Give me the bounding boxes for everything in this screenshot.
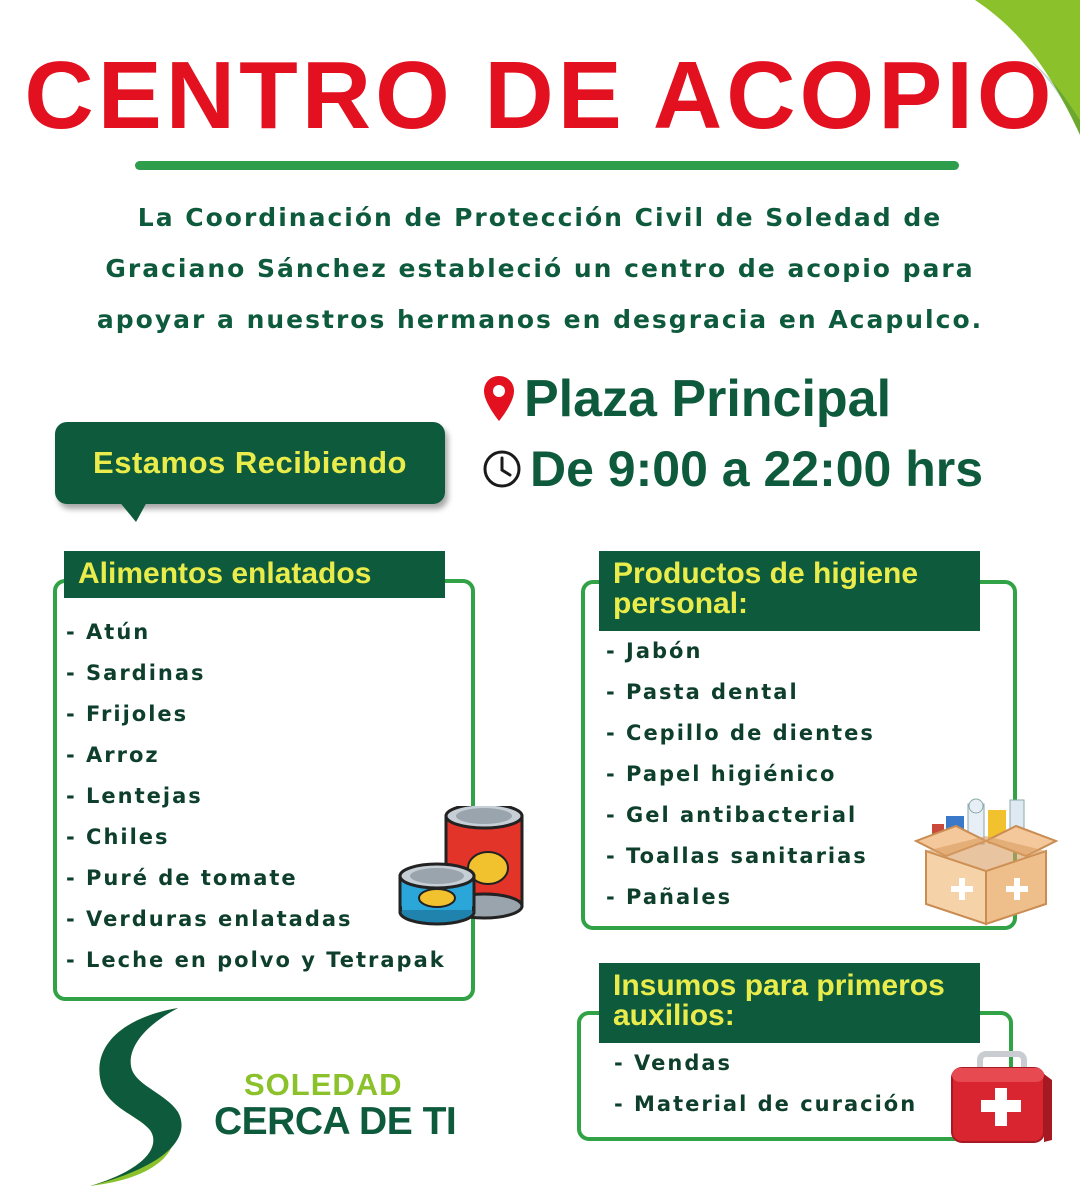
soledad-s-logo-icon [80, 1008, 190, 1188]
list-item: - Vendas [614, 1051, 733, 1075]
soledad-logo-text [214, 1068, 456, 1142]
hours-row [482, 434, 983, 504]
list-item: - Lentejas [66, 784, 203, 808]
logo-line-soledad: SOLEDAD [244, 1067, 403, 1102]
first-aid-header-line: auxilios: [613, 999, 735, 1032]
list-item: - Cepillo de dientes [606, 721, 875, 745]
donation-box-icon [906, 796, 1066, 926]
hygiene-header-line: Productos de higiene [613, 557, 919, 590]
list-item: - Atún [66, 620, 151, 644]
canned-food-icon [398, 806, 528, 926]
hygiene-list [606, 631, 875, 918]
list-item: - Puré de tomate [66, 866, 298, 890]
hygiene-header-line: personal: [613, 587, 749, 620]
list-item: - Leche en polvo y Tetrapak [66, 948, 446, 972]
first-aid-kit-icon [948, 1050, 1058, 1150]
hours-label: De 9:00 a 22:00 hrs [530, 441, 984, 497]
location-label: Plaza Principal [524, 370, 892, 428]
list-item: - Material de curación [614, 1092, 918, 1116]
bubble-tail [118, 500, 152, 524]
list-item: - Gel antibacterial [606, 803, 858, 827]
intro-line: Graciano Sánchez estableció un centro de acopio para [105, 254, 975, 283]
hygiene-header [599, 551, 980, 631]
intro-line: apoyar a nuestros hermanos en desgracia en Acapulco. [96, 305, 984, 334]
list-item: - Chiles [66, 825, 170, 849]
first-aid-header-line: Insumos para primeros [613, 969, 945, 1002]
food-list [66, 612, 446, 981]
list-item: - Pañales [606, 885, 733, 909]
first-aid-list [614, 1043, 917, 1125]
logo-line-cerca: CERCA DE TI [214, 1100, 457, 1143]
list-item: - Frijoles [66, 702, 189, 726]
list-item: - Pasta dental [606, 680, 799, 704]
food-header: Alimentos enlatados [64, 551, 445, 598]
list-item: - Verduras enlatadas [66, 907, 353, 931]
list-item: - Arroz [66, 743, 160, 767]
receiving-bubble [55, 422, 445, 504]
list-item: - Sardinas [66, 661, 206, 685]
list-item: - Jabón [606, 639, 703, 663]
title-divider [135, 161, 959, 170]
intro-paragraph [40, 192, 1040, 345]
location-row [482, 364, 891, 434]
page-title: CENTRO DE ACOPIO [24, 42, 1056, 149]
receiving-label: Estamos Recibiendo [93, 445, 407, 480]
intro-line: La Coordinación de Protección Civil de Soledad de [137, 203, 943, 232]
list-item: - Papel higiénico [606, 762, 837, 786]
map-pin-icon [482, 375, 516, 423]
list-item: - Toallas sanitarias [606, 844, 868, 868]
first-aid-header [599, 963, 980, 1043]
clock-icon [482, 449, 522, 489]
